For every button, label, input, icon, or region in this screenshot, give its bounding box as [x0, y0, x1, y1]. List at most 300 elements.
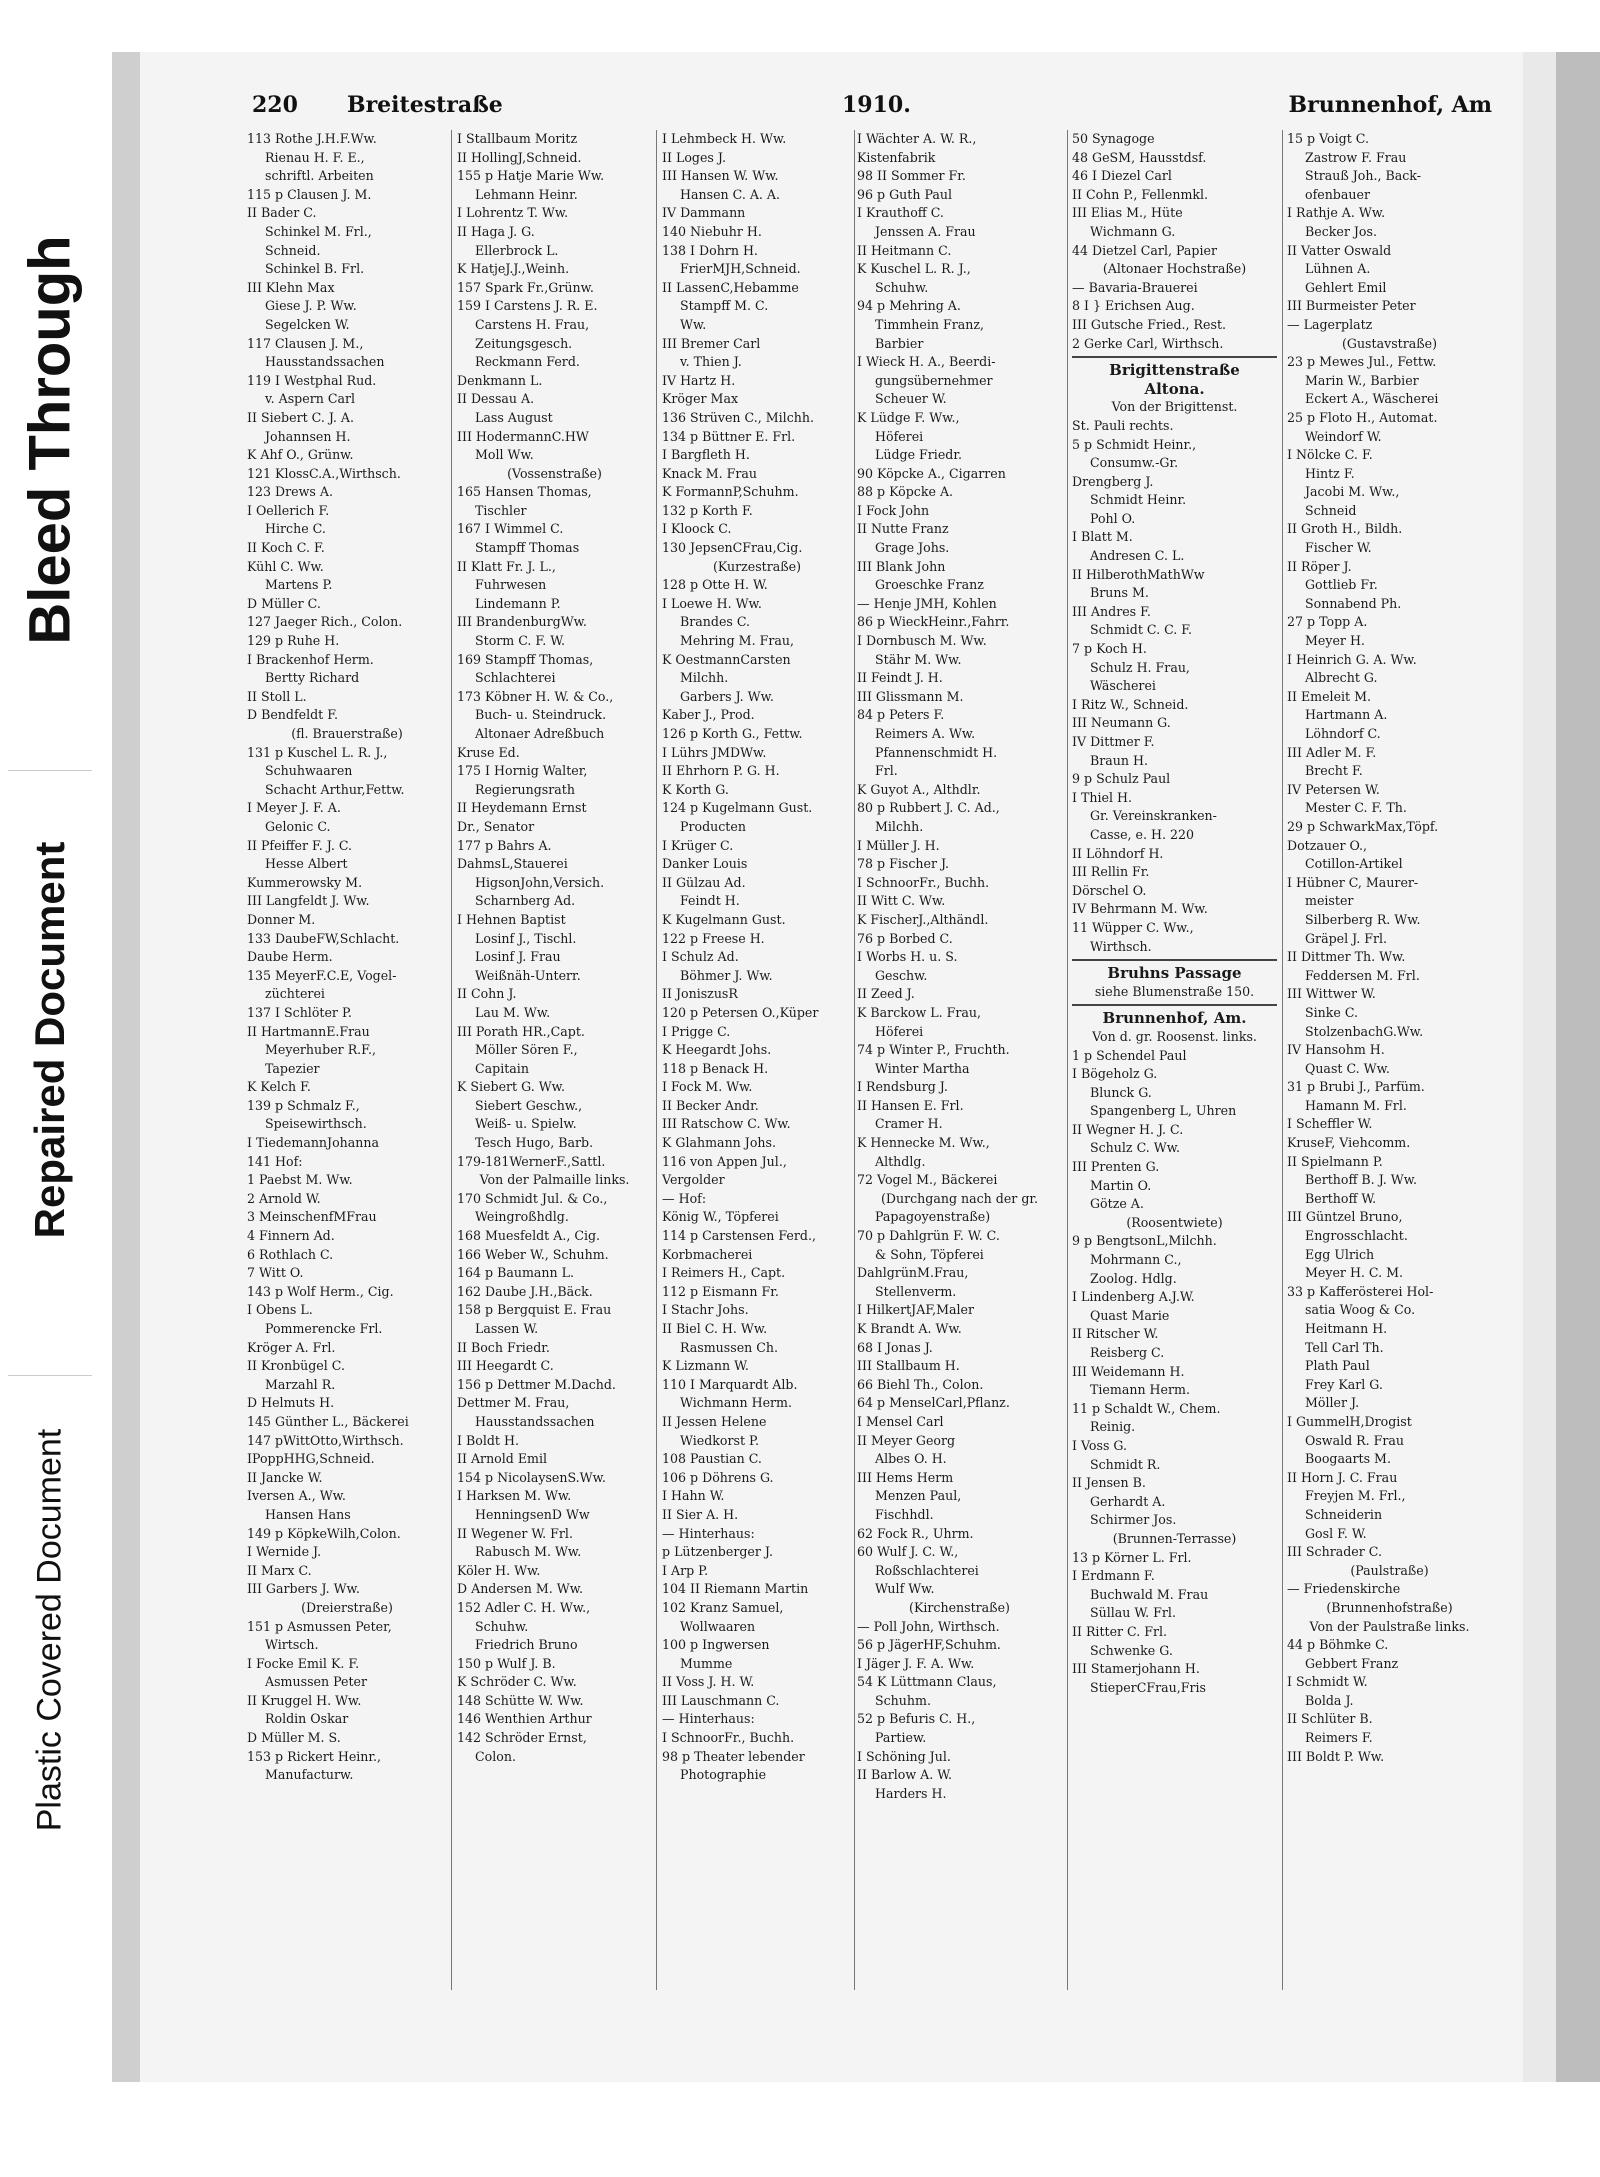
directory-entry: Tapezier	[265, 1060, 320, 1076]
page-shadow-left	[112, 52, 140, 2082]
directory-entry: Braun H.	[1090, 752, 1148, 768]
directory-entry: II Witt C. Ww.	[857, 893, 946, 909]
directory-entry: Gr. Vereinskranken-	[1090, 808, 1217, 824]
directory-entry: Schuhw.	[475, 1618, 529, 1634]
directory-entry: II Cohn P., Fellenmkl.	[1072, 186, 1209, 202]
directory-entry: Meyerhuber R.F.,	[265, 1042, 376, 1058]
directory-entry: 25 p Floto H., Automat.	[1287, 409, 1438, 425]
directory-entry: Weißnäh-Unterr.	[475, 967, 581, 983]
directory-entry: Reinig.	[1090, 1419, 1136, 1435]
directory-entry: 147 pWittOtto,Wirthsch.	[247, 1432, 404, 1448]
directory-entry: 146 Wenthien Arthur	[457, 1711, 592, 1727]
directory-entry: Danker Louis	[662, 856, 748, 872]
directory-entry: 114 p Carstensen Ferd.,	[662, 1228, 816, 1244]
column-5	[1072, 130, 1277, 1990]
directory-entry: Denkmann L.	[457, 372, 543, 388]
directory-entry: Oswald R. Frau	[1305, 1432, 1405, 1448]
directory-entry: Freyjen M. Frl.,	[1305, 1488, 1406, 1504]
directory-entry: 158 p Bergquist E. Frau	[457, 1302, 612, 1318]
directory-entry: 84 p Peters F.	[857, 707, 945, 723]
directory-entry: & Sohn, Töpferei	[875, 1246, 984, 1262]
directory-entry: IV Hansohm H.	[1287, 1042, 1385, 1058]
directory-entry: Wiedkorst P.	[680, 1432, 759, 1448]
directory-entry: I SchnoorFr., Buchh.	[662, 1730, 795, 1746]
directory-entry: Rasmussen Ch.	[680, 1339, 779, 1355]
directory-entry: 27 p Topp A.	[1287, 614, 1368, 630]
directory-entry: (Gustavstraße)	[1341, 335, 1438, 351]
directory-entry: II Arnold Emil	[457, 1451, 548, 1467]
directory-entry: Papagoyenstraße)	[875, 1209, 991, 1225]
directory-entry: Höferei	[875, 428, 924, 444]
directory-entry: 112 p Eismann Fr.	[662, 1283, 779, 1299]
directory-entry: Kröger Max	[662, 391, 739, 407]
directory-entry: Altonaer Adreßbuch	[475, 726, 605, 741]
directory-entry: Von der Brigittenst.	[1111, 399, 1238, 415]
directory-entry: I Reimers H., Capt.	[662, 1265, 786, 1281]
directory-entry: III Stallbaum H.	[857, 1358, 960, 1374]
directory-entry: ofenbauer	[1305, 186, 1370, 202]
directory-entry: satia Woog & Co.	[1305, 1302, 1416, 1318]
header-street-left: Breitestraße	[347, 92, 503, 118]
directory-entry: I Schöning Jul.	[857, 1748, 951, 1764]
directory-entry: II Haga J. G.	[457, 223, 535, 239]
directory-entry: Mehring M. Frau,	[680, 633, 794, 649]
directory-entry: 145 Günther L., Bäckerei	[247, 1413, 409, 1429]
directory-entry: II Horn J. C. Frau	[1287, 1469, 1398, 1485]
directory-entry: 80 p Rubbert J. C. Ad.,	[857, 800, 1000, 816]
directory-entry: Reimers F.	[1305, 1730, 1373, 1746]
directory-entry: Cramer H.	[875, 1116, 943, 1132]
page-number: 220	[252, 92, 298, 118]
directory-entry: Pommerencke Frl.	[265, 1321, 383, 1336]
directory-entry: I Loewe H. Ww.	[662, 595, 762, 611]
directory-entry: Berthoff B. J. Ww.	[1305, 1172, 1418, 1188]
directory-entry: Friedrich Bruno	[475, 1637, 578, 1653]
directory-entry: (Brunnen-Terrasse)	[1112, 1530, 1237, 1546]
directory-entry: III Langfeldt J. Ww.	[247, 893, 370, 909]
directory-entry: III Weidemann H.	[1072, 1363, 1185, 1379]
directory-entry: HenningsenD Ww	[475, 1506, 590, 1522]
directory-entry: Plath Paul	[1305, 1358, 1370, 1374]
directory-entry: II Biel C. H. Ww.	[662, 1321, 768, 1336]
directory-entry: 29 p SchwarkMax,Töpf.	[1287, 818, 1439, 834]
directory-entry: III Porath HR.,Capt.	[457, 1023, 585, 1039]
directory-entry: Losinf J. Frau	[475, 949, 561, 965]
directory-entry: I Lindenberg A.J.W.	[1072, 1289, 1195, 1305]
directory-entry: IV Petersen W.	[1287, 781, 1380, 797]
directory-entry: 135 MeyerF.C.E, Vogel-	[247, 967, 397, 983]
directory-entry: II HollingJ,Schneid.	[457, 149, 582, 165]
directory-entry: Reimers A. Ww.	[875, 726, 976, 741]
directory-entry: II Heydemann Ernst	[457, 800, 587, 816]
directory-entry: 142 Schröder Ernst,	[457, 1730, 587, 1746]
directory-entry: Frl.	[875, 763, 898, 779]
directory-entry: Heitmann H.	[1305, 1321, 1388, 1336]
directory-entry: III BrandenburgWw.	[457, 614, 587, 630]
directory-entry: 148 Schütte W. Ww.	[457, 1692, 584, 1708]
directory-entry: 170 Schmidt Jul. & Co.,	[457, 1190, 608, 1206]
directory-entry: Sinke C.	[1305, 1004, 1359, 1020]
directory-entry: 113 Rothe J.H.F.Ww.	[247, 131, 377, 146]
directory-entry: Giese J. P. Ww.	[265, 298, 357, 314]
directory-entry: Stähr M. Ww.	[875, 651, 962, 667]
directory-entry: 151 p Asmussen Peter,	[247, 1618, 392, 1634]
directory-entry: 48 GeSM, Hausstdsf.	[1072, 149, 1207, 165]
directory-entry: 7 Witt O.	[247, 1265, 304, 1281]
directory-entry: 124 p Kugelmann Gust.	[662, 800, 813, 816]
directory-entry: Gräpel J. Frl.	[1305, 930, 1388, 946]
directory-entry: Pfannenschmidt H.	[875, 744, 998, 760]
directory-entry: I Erdmann F.	[1072, 1568, 1155, 1584]
directory-entry: Martens P.	[265, 577, 333, 593]
tag-bleed-through: Bleed Through	[17, 235, 83, 645]
directory-entry: II Röper J.	[1287, 558, 1352, 574]
directory-entry: (Roosentwiete)	[1126, 1214, 1223, 1230]
scanned-page	[112, 52, 1600, 2082]
directory-entry: 123 Drews A.	[247, 484, 333, 500]
directory-entry: v. Aspern Carl	[265, 391, 356, 407]
column-rule	[1282, 130, 1283, 1990]
directory-entry: Ww.	[680, 316, 707, 332]
directory-entry: Gebbert Franz	[1305, 1655, 1399, 1671]
directory-entry: I Krauthoff C.	[857, 205, 944, 221]
directory-entry: Daube Herm.	[247, 949, 333, 965]
directory-entry: (Kurzestraße)	[712, 558, 802, 574]
directory-entry: Stampff Thomas	[475, 540, 580, 556]
directory-entry: meister	[1305, 893, 1354, 909]
directory-entry: 132 p Korth F.	[662, 502, 753, 518]
directory-entry: StolzenbachG.Ww.	[1305, 1023, 1424, 1039]
directory-entry: I TiedemannJohanna	[247, 1135, 380, 1151]
directory-entry: Schwenke G.	[1090, 1642, 1173, 1658]
directory-entry: 156 p Dettmer M.Dachd.	[457, 1376, 616, 1392]
directory-entry: 117 Clausen J. M.,	[247, 335, 364, 351]
directory-entry: IV Hartz H.	[662, 372, 736, 388]
directory-entry: Asmussen Peter	[265, 1674, 367, 1690]
directory-entry: 72 Vogel M., Bäckerei	[857, 1172, 998, 1188]
directory-entry: Milchh.	[875, 818, 924, 834]
directory-entry: I Mensel Carl	[857, 1413, 944, 1429]
directory-entry: Becker Jos.	[1305, 223, 1377, 239]
directory-entry: K Glahmann Johs.	[662, 1135, 777, 1151]
directory-entry: Höferei	[875, 1023, 924, 1039]
directory-entry: 44 p Böhmke C.	[1287, 1637, 1389, 1653]
directory-entry: Süllau W. Frl.	[1090, 1605, 1176, 1621]
directory-entry: 100 p Ingwersen	[662, 1637, 770, 1653]
directory-entry: 137 I Schlöter P.	[247, 1004, 352, 1020]
directory-entry: 110 I Marquardt Alb.	[662, 1376, 798, 1392]
directory-entry: Löhndorf C.	[1305, 726, 1381, 741]
directory-entry: Von der Paulstraße links.	[1309, 1618, 1470, 1634]
directory-entry: 140 Niebuhr H.	[662, 223, 762, 239]
directory-entry: Korbmacherei	[662, 1246, 753, 1262]
directory-entry: Althdlg.	[875, 1153, 926, 1169]
directory-entry: Lüdge Friedr.	[875, 447, 962, 463]
directory-entry: Silberberg R. Ww.	[1305, 911, 1421, 927]
directory-entry: Rienau H. F. E.,	[265, 149, 365, 165]
directory-entry: II HartmannE.Frau	[247, 1023, 370, 1039]
directory-entry: I Schmidt W.	[1287, 1674, 1368, 1690]
directory-entry: Schuhw.	[875, 279, 929, 295]
directory-entry: 134 p Büttner E. Frl.	[662, 428, 796, 444]
directory-entry: II Nutte Franz	[857, 521, 949, 537]
directory-entry: I Focke Emil K. F.	[247, 1655, 360, 1671]
section-rule	[1072, 959, 1277, 961]
directory-entry: Fischhdl.	[875, 1506, 934, 1522]
directory-entry: Gerhardt A.	[1090, 1493, 1166, 1509]
directory-entry: II Stoll L.	[247, 688, 307, 704]
directory-entry: III Schrader C.	[1287, 1544, 1382, 1560]
directory-entry: II Voss J. H. W.	[662, 1674, 755, 1690]
directory-entry: 98 II Sommer Fr.	[857, 168, 966, 184]
directory-entry: II Schlüter B.	[1287, 1711, 1373, 1727]
directory-entry: I Lohrentz T. Ww.	[457, 205, 569, 221]
directory-entry: Schneid.	[265, 242, 321, 258]
directory-entry: Schacht Arthur,Fettw.	[265, 781, 405, 797]
directory-entry: Hansen Hans	[265, 1506, 351, 1522]
directory-entry: Hartmann A.	[1305, 707, 1388, 723]
directory-entry: Scheuer W.	[875, 391, 947, 407]
directory-entry: Moll Ww.	[475, 447, 534, 463]
directory-entry: II Meyer Georg	[857, 1432, 956, 1448]
directory-entry: Segelcken W.	[265, 316, 350, 332]
directory-entry: Roßschlachterei	[875, 1562, 979, 1578]
directory-entry: 78 p Fischer J.	[857, 856, 950, 872]
directory-entry: 120 p Petersen O.,Küper	[662, 1004, 819, 1020]
directory-entry: D Andersen M. Ww.	[457, 1581, 584, 1597]
directory-entry: II Feindt J. H.	[857, 670, 943, 686]
directory-entry: II Boch Friedr.	[457, 1339, 550, 1355]
directory-entry: Casse, e. H. 220	[1090, 826, 1195, 842]
directory-entry: III Blank John	[857, 558, 946, 574]
directory-entry: Buch- u. Steindruck.	[475, 707, 607, 723]
column-rule	[656, 130, 657, 1990]
directory-entry: 68 I Jonas J.	[857, 1339, 933, 1355]
directory-entry: I Worbs H. u. S.	[857, 949, 958, 965]
directory-entry: Albes O. H.	[875, 1451, 947, 1467]
directory-entry: II Sier A. H.	[662, 1506, 739, 1522]
directory-entry: — Poll John, Wirthsch.	[857, 1618, 1000, 1634]
directory-entry: Capitain	[475, 1060, 529, 1076]
directory-entry: Lehmann Heinr.	[475, 186, 578, 202]
column-rule	[1067, 130, 1068, 1990]
directory-entry: Manufacturw.	[265, 1767, 354, 1783]
directory-entry: Hansen C. A. A.	[680, 186, 781, 202]
directory-entry: (Altonaer Hochstraße)	[1102, 261, 1247, 277]
directory-entry: Schlachterei	[475, 670, 556, 686]
directory-entry: II Marx C.	[247, 1562, 312, 1578]
directory-entry: Storm C. F. W.	[475, 633, 565, 649]
directory-entry: züchterei	[265, 986, 325, 1002]
directory-entry: Frey Karl G.	[1305, 1376, 1383, 1392]
directory-entry: Schinkel B. Frl.	[265, 261, 365, 277]
directory-entry: Möller Sören F.,	[475, 1042, 578, 1058]
directory-entry: II Heitmann C.	[857, 242, 952, 258]
directory-entry: II Wegner H. J. C.	[1072, 1121, 1184, 1137]
directory-entry: 52 p Befuris C. H.,	[857, 1711, 976, 1727]
directory-entry: 23 p Mewes Jul., Fettw.	[1287, 354, 1437, 370]
directory-entry: 106 p Döhrens G.	[662, 1469, 774, 1485]
directory-entry: I Wächter A. W. R.,	[857, 131, 977, 146]
directory-entry: II Jensen B.	[1072, 1475, 1146, 1491]
column-4	[857, 130, 1062, 1990]
directory-entry: III Heegardt C.	[457, 1358, 554, 1374]
directory-entry: Blunck G.	[1090, 1084, 1152, 1100]
directory-entry: Mester C. F. Th.	[1305, 800, 1407, 816]
directory-entry: Meyer H.	[1305, 633, 1365, 649]
directory-entry: 33 p Kafferösterei Hol-	[1287, 1283, 1434, 1299]
directory-entry: III Rellin Fr.	[1072, 864, 1150, 880]
directory-entry: Harders H.	[875, 1785, 947, 1801]
directory-entry: Quast Marie	[1090, 1307, 1170, 1323]
directory-entry: König W., Töpferei	[662, 1209, 779, 1225]
directory-entry: siehe Blumenstraße 150.	[1094, 983, 1255, 999]
page-header	[252, 92, 1492, 130]
directory-entry: Carstens H. Frau,	[475, 316, 590, 332]
directory-entry: Von der Palmaille links.	[479, 1172, 630, 1188]
directory-entry: Lühnen A.	[1305, 261, 1371, 277]
directory-entry: Stampff M. C.	[680, 298, 769, 314]
directory-entry: II LassenC,Hebamme	[662, 279, 799, 295]
directory-entry: Strauß Joh., Back-	[1305, 168, 1421, 184]
directory-entry: K Ahf O., Grünw.	[247, 447, 354, 463]
directory-entry: (Paulstraße)	[1350, 1562, 1429, 1578]
directory-entry: Weindorf W.	[1305, 428, 1382, 444]
directory-entry: I Hehnen Baptist	[457, 911, 566, 927]
directory-entry: schriftl. Arbeiten	[265, 168, 374, 184]
directory-entry: Siebert Geschw.,	[475, 1097, 583, 1113]
directory-entry: Buchwald M. Frau	[1090, 1586, 1209, 1602]
directory-entry: 2 Gerke Carl, Wirthsch.	[1072, 335, 1224, 351]
directory-entry: I Brackenhof Herm.	[247, 651, 374, 667]
directory-entry: 90 Köpcke A., Cigarren	[857, 465, 1006, 481]
directory-entry: 133 DaubeFW,Schlacht.	[247, 930, 400, 946]
directory-entry: 86 p WieckHeinr.,Fahrr.	[857, 614, 1010, 630]
directory-entry: — Bavaria-Brauerei	[1072, 279, 1198, 295]
directory-entry: 143 p Wolf Herm., Cig.	[247, 1283, 394, 1299]
directory-entry: Bertty Richard	[265, 670, 360, 686]
directory-entry: II Jancke W.	[247, 1469, 323, 1485]
column-rule	[854, 130, 855, 1990]
directory-entry: II Bader C.	[247, 205, 317, 221]
directory-entry: I Schulz Ad.	[662, 949, 739, 965]
directory-entry: Quast C. Ww.	[1305, 1060, 1390, 1076]
directory-entry: II Siebert C. J. A.	[247, 409, 355, 425]
tag-repaired-document: Repaired Document	[26, 841, 73, 1239]
directory-entry: Roldin Oskar	[265, 1711, 349, 1727]
directory-entry: Eckert A., Wäscherei	[1305, 391, 1439, 407]
tag-plastic-covered: Plastic Covered Document	[30, 1428, 69, 1832]
directory-entry: I Krüger C.	[662, 837, 734, 853]
directory-entry: St. Pauli rechts.	[1072, 417, 1174, 433]
directory-entry: Sonnabend Ph.	[1305, 595, 1402, 611]
directory-entry: Hintz F.	[1305, 465, 1355, 481]
directory-entry: Schuhm.	[875, 1692, 931, 1708]
directory-entry: Kaber J., Prod.	[662, 707, 755, 723]
directory-entry: I Bögeholz G.	[1072, 1066, 1158, 1082]
directory-entry: I Oellerich F.	[247, 502, 330, 518]
directory-entry: D Bendfeldt F.	[247, 707, 339, 723]
directory-entry: 96 p Guth Paul	[857, 186, 952, 202]
directory-entry: III Prenten G.	[1072, 1159, 1160, 1175]
directory-entry: Tischler	[475, 502, 527, 518]
directory-entry: 62 Fock R., Uhrm.	[857, 1525, 974, 1541]
directory-entry: 166 Weber W., Schuhm.	[457, 1246, 609, 1262]
directory-entry: K FischerJ.,Althändl.	[857, 911, 989, 927]
directory-entry: Jenssen A. Frau	[875, 223, 976, 239]
directory-entry: Tesch Hugo, Barb.	[475, 1135, 594, 1151]
directory-entry: IPoppHHG,Schneid.	[247, 1451, 375, 1467]
directory-entry: Wulf Ww.	[875, 1581, 935, 1597]
directory-entry: Zastrow F. Frau	[1305, 149, 1407, 165]
directory-entry: Hirche C.	[265, 521, 326, 537]
directory-entry: — Friedenskirche	[1287, 1581, 1401, 1597]
directory-entry: Feindt H.	[680, 893, 740, 909]
directory-entry: 108 Paustian C.	[662, 1451, 762, 1467]
directory-entry: Groeschke Franz	[875, 577, 984, 593]
directory-entry: Böhmer J. Ww.	[680, 967, 773, 983]
document-tags	[0, 0, 100, 2177]
directory-entry: I Heinrich G. A. Ww.	[1287, 651, 1417, 667]
directory-entry: K HatjeJ.J.,Weinh.	[457, 261, 570, 277]
directory-entry: I Thiel H.	[1072, 789, 1132, 805]
directory-entry: Von d. gr. Roosenst. links.	[1092, 1028, 1257, 1044]
directory-entry: (Kirchenstraße)	[909, 1599, 1010, 1615]
directory-entry: K Schröder C. Ww.	[457, 1674, 577, 1690]
directory-entry: Partiew.	[875, 1730, 927, 1746]
directory-entry: Kröger A. Frl.	[247, 1339, 336, 1355]
directory-entry: I Fock M. Ww.	[662, 1079, 753, 1095]
directory-entry: Schirmer Jos.	[1090, 1512, 1177, 1528]
directory-entry: 136 Strüven C., Milchh.	[662, 409, 814, 425]
directory-entry: 127 Jaeger Rich., Colon.	[247, 614, 403, 630]
directory-entry: 150 p Wulf J. B.	[457, 1655, 556, 1671]
directory-entry: 130 JepsenCFrau,Cig.	[662, 540, 803, 556]
directory-entry: 9 p Schulz Paul	[1072, 771, 1171, 787]
directory-entry: K Barckow L. Frau,	[857, 1004, 981, 1020]
directory-entry: I SchnoorFr., Buchh.	[857, 874, 990, 890]
directory-entry: II Wegener W. Frl.	[457, 1525, 573, 1541]
directory-entry: I Fock John	[857, 502, 930, 518]
section-heading: Bruhns Passage	[1107, 964, 1242, 983]
directory-entry: 157 Spark Fr.,Grünw.	[457, 279, 594, 295]
directory-entry: D Müller C.	[247, 595, 321, 611]
directory-entry: III Hansen W. Ww.	[662, 168, 779, 184]
directory-entry: — Hof:	[662, 1190, 707, 1206]
directory-entry: Losinf J., Tischl.	[475, 930, 577, 946]
directory-entry: K Heegardt Johs.	[662, 1042, 772, 1058]
directory-entry: III Hems Herm	[857, 1469, 954, 1485]
directory-entry: II Klatt Fr. J. L.,	[457, 558, 556, 574]
directory-entry: 154 p NicolaysenS.Ww.	[457, 1469, 606, 1485]
directory-entry: 64 p MenselCarl,Pflanz.	[857, 1395, 1010, 1411]
directory-entry: III Garbers J. Ww.	[247, 1581, 360, 1597]
directory-entry: 175 I Hornig Walter,	[457, 763, 588, 779]
directory-entry: (Dreierstraße)	[301, 1599, 393, 1615]
directory-entry: III Gutsche Fried., Rest.	[1072, 316, 1227, 332]
header-year: 1910.	[842, 92, 911, 118]
directory-entry: I Müller J. H.	[857, 837, 940, 853]
directory-entry: Wirthsch.	[1090, 938, 1152, 954]
directory-columns	[247, 130, 1507, 1990]
directory-entry: Meyer H. C. M.	[1305, 1265, 1404, 1281]
directory-entry: 7 p Koch H.	[1072, 641, 1147, 657]
directory-entry: 94 p Mehring A.	[857, 298, 961, 314]
directory-entry: Schulz H. Frau,	[1090, 659, 1190, 675]
directory-entry: III Boldt P. Ww.	[1287, 1748, 1385, 1764]
directory-entry: v. Thien J.	[680, 354, 742, 370]
directory-entry: Photographie	[680, 1767, 767, 1783]
